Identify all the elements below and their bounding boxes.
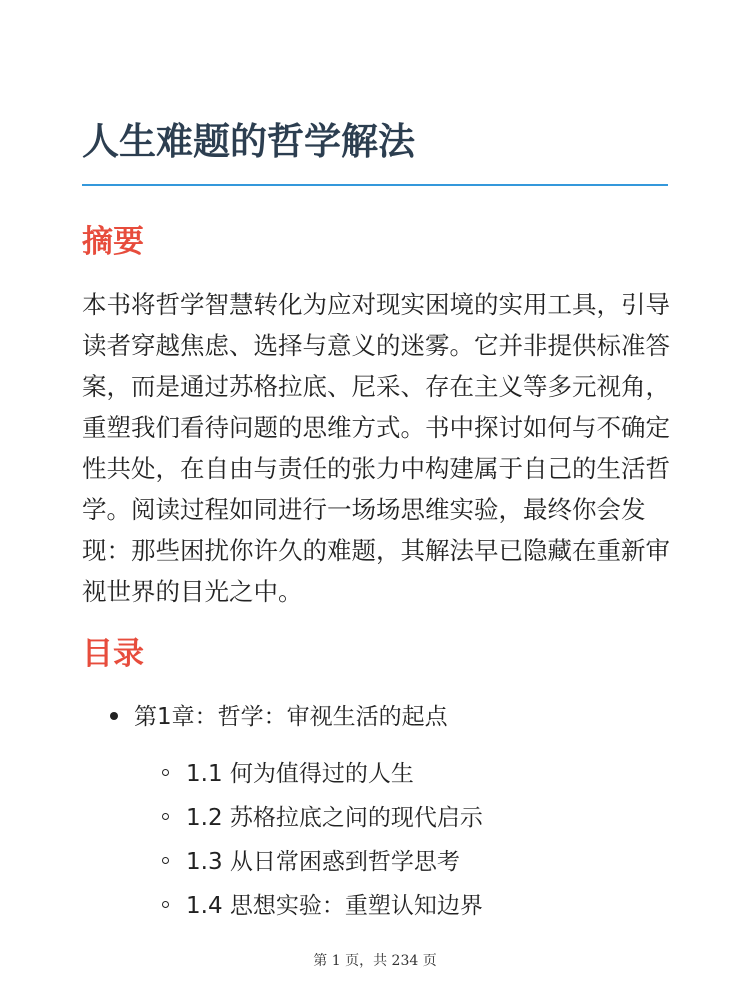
document-title: 人生难题的哲学解法 [82, 120, 415, 163]
filled-bullet-icon [110, 712, 118, 720]
toc-chapter-label: 第1章：哲学：审视生活的起点 [134, 704, 448, 730]
hollow-bullet-icon [162, 857, 169, 864]
abstract-heading: 摘要 [82, 224, 144, 260]
toc-section-item [162, 800, 483, 836]
page-number-footer: 第 1 页，共 234 页 [313, 953, 437, 969]
toc-section-item [162, 888, 483, 924]
toc-chapter-item [110, 699, 448, 735]
toc-section-item [162, 756, 414, 792]
abstract-paragraph: 本书将哲学智慧转化为应对现实困境的实用工具，引导读者穿越焦虑、选择与意义的迷雾。它并非提供标准答案，而是通过苏格拉底、尼采、存在主义等多元视角，重塑我们看待问题的思维方式。书中探讨如何与不确定性共处，在自由与责任的张力中构建属于自己的生活哲学。阅读过程如同进行一场场思维实验，最终你会发现：那些困扰你许久的难题，其解法早已隐藏在重新审视世界的目光之中。 [82, 290, 670, 606]
toc-section-label: 1.3 从日常困惑到哲学思考 [186, 849, 460, 875]
toc-heading: 目录 [82, 636, 144, 672]
hollow-bullet-icon [162, 901, 169, 908]
toc-section-label: 1.2 苏格拉底之问的现代启示 [186, 805, 483, 831]
toc-section-label: 1.4 思想实验：重塑认知边界 [186, 893, 483, 919]
title-divider [82, 184, 668, 186]
toc-section-item [162, 844, 460, 880]
toc-section-label: 1.1 何为值得过的人生 [186, 761, 414, 787]
hollow-bullet-icon [162, 769, 169, 776]
hollow-bullet-icon [162, 813, 169, 820]
